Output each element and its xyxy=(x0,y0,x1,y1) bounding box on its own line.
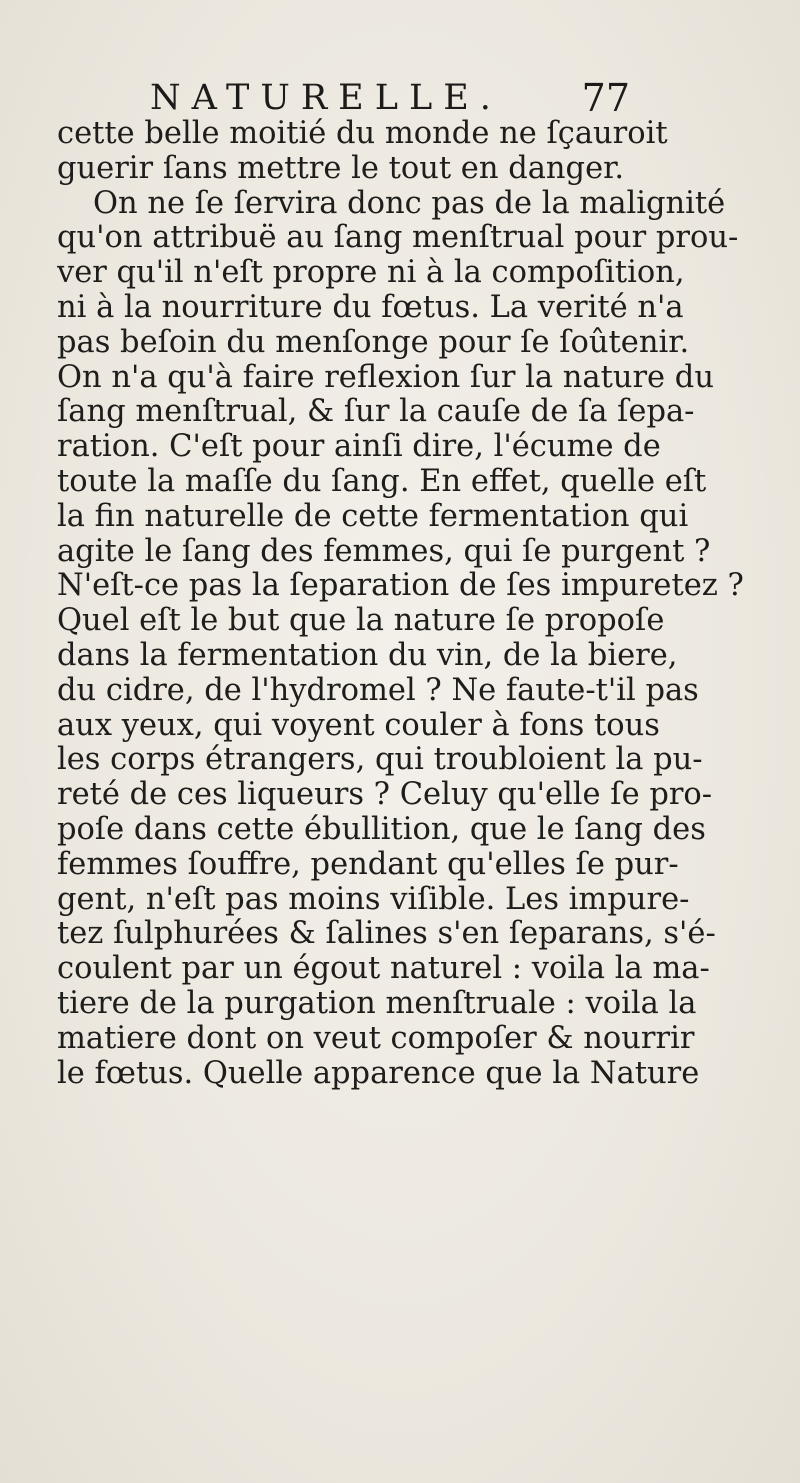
text-line: matiere dont on veut compoſer & nourrir xyxy=(57,1021,695,1056)
text-line: tiere de la purgation menſtruale : voila la xyxy=(57,986,697,1021)
text-line: du cidre, de l'hydromel ? Ne faute-t'il pas xyxy=(57,673,699,708)
text-line: On ne ſe ſervira donc pas de la malignité xyxy=(93,186,726,221)
text-line: ni à la nourriture du fœtus. La verité n'a xyxy=(57,290,684,325)
running-head xyxy=(150,73,630,123)
text-line: coulent par un égout naturel : voila la ma- xyxy=(57,952,710,987)
text-line: cette belle moitié du monde ne ſçauroit xyxy=(57,117,668,151)
body-text xyxy=(57,117,777,1091)
text-line: qu'on attribuë au ſang menſtrual pour prou- xyxy=(57,221,739,256)
text-line: guerir ſans mettre le tout en danger. xyxy=(57,151,625,186)
text-line: femmes ſouffre, pendant qu'elles ſe pur- xyxy=(57,847,679,882)
text-line: gent, n'eſt pas moins viſible. Les impure- xyxy=(57,882,690,917)
text-line: pas beſoin du menſonge pour ſe ſoûtenir. xyxy=(57,325,690,360)
text-line: ration. C'eſt pour ainſi dire, l'écume de xyxy=(57,430,661,465)
text-line: le fœtus. Quelle apparence que la Nature xyxy=(57,1056,700,1091)
text-line: dans la fermentation du vin, de la biere, xyxy=(57,638,678,673)
text-line: ver qu'il n'eſt propre ni à la compoſition, xyxy=(57,256,685,291)
text-line: aux yeux, qui voyent couler à fons tous xyxy=(57,708,660,743)
text-line: toute la maſſe du ſang. En effet, quelle eſt xyxy=(57,464,707,499)
text-line: les corps étrangers, qui troubloient la pu- xyxy=(57,743,703,778)
text-line: tez ſulphurées & ſalines s'en ſeparans, s'é- xyxy=(57,917,716,952)
text-line: ſang menſtrual, & ſur la cauſe de ſa ſepa- xyxy=(57,395,695,430)
text-line: agite le ſang des femmes, qui ſe purgent ? xyxy=(57,534,711,569)
text-line: On n'a qu'à faire reflexion ſur la nature du xyxy=(57,360,714,395)
text-line: la fin naturelle de cette fermentation qui xyxy=(57,499,689,534)
running-title: NATURELLE. xyxy=(150,78,502,118)
text-line: reté de ces liqueurs ? Celuy qu'elle ſe pro- xyxy=(57,778,713,813)
text-line: Quel eſt le but que la nature ſe propoſe xyxy=(57,604,665,639)
page-number: 77 xyxy=(581,76,630,120)
text-line: N'eſt-ce pas la ſeparation de ſes impuretez ? xyxy=(57,569,744,604)
text-line: poſe dans cette ébullition, que le ſang des xyxy=(57,812,706,847)
